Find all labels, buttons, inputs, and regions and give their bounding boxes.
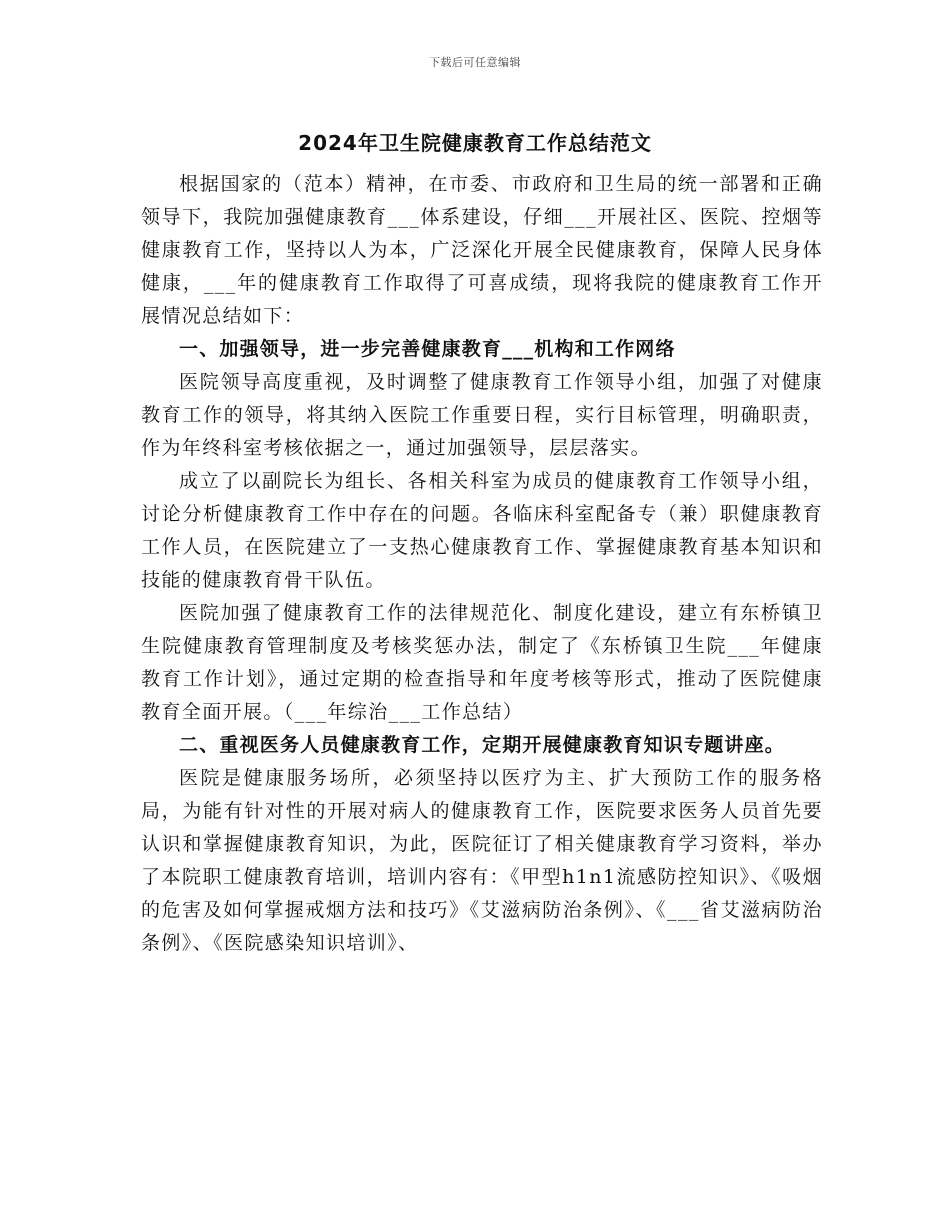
section-heading-2: 二、重视医务人员健康教育工作，定期开展健康教育知识专题讲座。 bbox=[179, 734, 786, 756]
paragraph: 医院领导高度重视，及时调整了健康教育工作领导小组，加强了对健康教育工作的领导，将其纳入医院工作重要日程，实行目标管理，明确职责，作为年终科室考核依据之一，通过加强领导，层层落实。 bbox=[141, 371, 823, 459]
document-body bbox=[141, 168, 823, 960]
page-header-note: 下载后可任意编辑 bbox=[429, 56, 521, 69]
paragraph: 医院是健康服务场所，必须坚持以医疗为主、扩大预防工作的服务格局，为能有针对性的开展对病人的健康教育工作，医院要求医务人员首先要认识和掌握健康教育知识，为此，医院征订了相关健康教育学习资料，举办了本院职工健康教育培训，培训内容有：《甲型h1n1流感防控知识》、《吸烟的危害及如何掌握戒烟方法和技巧》《艾滋病防治条例》、《___省艾滋病防治条例》、《医院感染知识培训》、 bbox=[141, 767, 823, 954]
paragraph: 医院加强了健康教育工作的法律规范化、制度化建设，建立有东桥镇卫生院健康教育管理制度及考核奖惩办法，制定了《东桥镇卫生院___年健康教育工作计划》，通过定期的检查指导和年度考核等形式，推动了医院健康教育全面开展。（___年综治___工作总结） bbox=[141, 602, 823, 723]
paragraph: 成立了以副院长为组长、各相关科室为成员的健康教育工作领导小组，讨论分析健康教育工作中存在的问题。各临床科室配备专（兼）职健康教育工作人员，在医院建立了一支热心健康教育工作、掌握健康教育基本知识和技能的健康教育骨干队伍。 bbox=[141, 470, 823, 591]
paragraph-intro: 根据国家的（范本）精神，在市委、市政府和卫生局的统一部署和正确领导下，我院加强健康教育___体系建设，仔细___开展社区、医院、控烟等健康教育工作，坚持以人为本，广泛深化开展全民健康教育，保障人民身体健康，___年的健康教育工作取得了可喜成绩，现将我院的健康教育工作开展情况总结如下： bbox=[141, 173, 823, 327]
section-heading-1: 一、加强领导，进一步完善健康教育___机构和工作网络 bbox=[179, 338, 676, 360]
document-title: 2024年卫生院健康教育工作总结范文 bbox=[298, 131, 652, 155]
